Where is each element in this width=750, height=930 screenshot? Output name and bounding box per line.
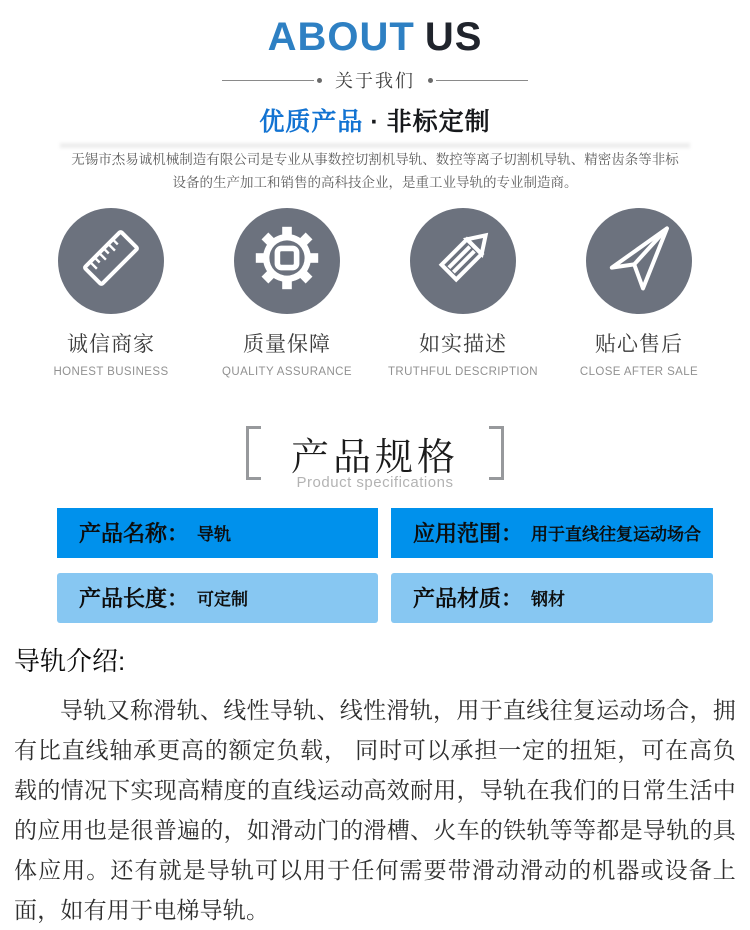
feature-title: 如实描述 <box>419 332 507 356</box>
specs-subtitle: Product specifications <box>296 473 454 491</box>
spec-value: 可定制 <box>197 590 249 610</box>
divider-dot <box>317 78 322 83</box>
feature-subtitle: CLOSE AFTER SALE <box>579 365 699 378</box>
pencil-icon <box>423 218 503 303</box>
section-divider <box>0 67 750 93</box>
tagline-dark: 非标定制 <box>386 108 491 136</box>
divider-dot <box>428 78 433 83</box>
spec-value: 用于直线往复运动场合 <box>531 525 702 545</box>
specs-section-header <box>0 426 750 491</box>
right-bracket-decoration <box>489 426 504 480</box>
spec-label: 应用范围： <box>413 521 524 547</box>
company-description-line2: 设备的生产加工和销售的高科技企业，是重工业导轨的专业制造商。 <box>172 174 578 190</box>
spec-label: 产品长度： <box>79 586 190 612</box>
tagline-separator: · <box>370 108 380 136</box>
feature-circle <box>58 208 164 314</box>
feature-subtitle: TRUTHFUL DESCRIPTION <box>387 365 539 378</box>
spec-cell-product-length <box>57 573 378 623</box>
gear-icon <box>247 218 327 303</box>
spec-label: 产品名称： <box>79 521 190 547</box>
spec-cell-product-name <box>57 508 378 558</box>
feature-honest-business <box>23 208 199 378</box>
intro-heading: 导轨介绍: <box>14 645 126 676</box>
feature-title: 质量保障 <box>243 332 331 356</box>
feature-title: 诚信商家 <box>67 332 155 356</box>
page-title-dark: US <box>424 15 483 59</box>
page-title-blue: ABOUT <box>267 15 415 59</box>
intro-paragraph: 导轨又称滑轨、线性导轨、线性滑轨，用于直线往复运动场合，拥有比直线轴承更高的额定负载， 同时可以承担一定的扭矩，可在高负载的情况下实现高精度的直线运动高效耐用，导轨在我们的日常生活中的应用也是很普遍的，如滑动门的滑槽、火车的铁轨等等都是导轨的具体应用。还有就是导轨可以用于任何需要带滑动滑动的机器或设备上面，如有用于电梯导轨。 <box>14 696 736 923</box>
feature-after-sale <box>551 208 727 378</box>
spec-value: 导轨 <box>197 525 232 545</box>
paper-plane-icon <box>599 218 679 303</box>
page-title <box>0 0 750 60</box>
feature-title: 贴心售后 <box>595 332 683 356</box>
tagline-blue: 优质产品 <box>259 108 364 136</box>
divider-line <box>436 80 528 81</box>
feature-circle <box>410 208 516 314</box>
feature-list <box>0 208 750 378</box>
divider-line <box>222 80 314 81</box>
tagline <box>0 102 750 138</box>
company-description-line1: 无锡市杰易诚机械制造有限公司是专业从事数控切割机导轨、数控等离子切割机导轨、精密齿条等非标 <box>71 152 679 167</box>
feature-circle <box>586 208 692 314</box>
feature-subtitle: QUALITY ASSURANCE <box>222 365 352 378</box>
feature-circle <box>234 208 340 314</box>
subtitle-cn: 关于我们 <box>335 71 415 91</box>
watermark-line <box>60 143 690 148</box>
left-bracket-decoration <box>246 426 261 480</box>
feature-quality-assurance <box>199 208 375 378</box>
spec-value: 钢材 <box>531 590 566 610</box>
spec-cell-application-range <box>391 508 713 558</box>
spec-table <box>57 508 712 623</box>
feature-subtitle: HONEST BUSINESS <box>53 365 169 378</box>
ruler-icon <box>71 218 151 303</box>
spec-label: 产品材质： <box>413 586 524 612</box>
specs-title: 产品规格 <box>290 436 459 479</box>
company-description <box>0 149 750 195</box>
spec-cell-product-material <box>391 573 713 623</box>
feature-truthful-description <box>375 208 551 378</box>
